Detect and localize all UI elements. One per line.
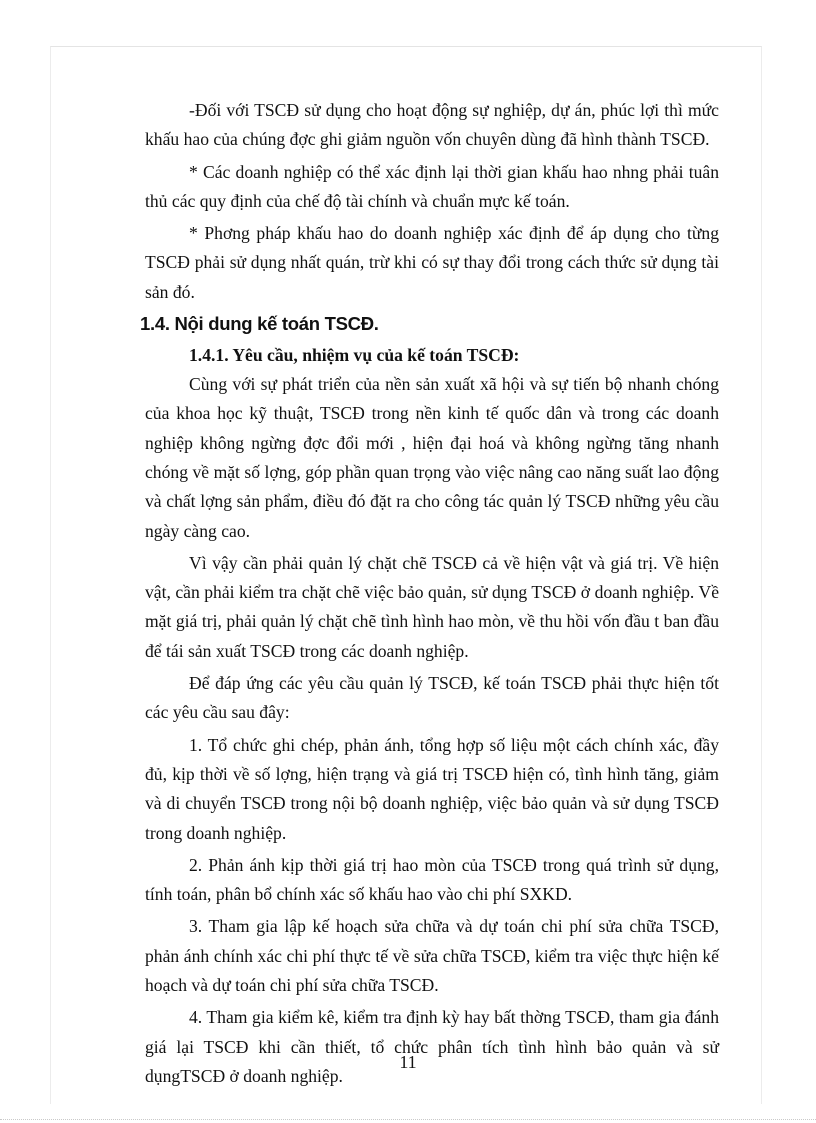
list-item: 1. Tổ chức ghi chép, phản ánh, tổng hợp số liệu một cách chính xác, đầy đủ, kịp thời về số lợng, hiện trạng và giá trị TSCĐ hiện có, tình hình tăng, giảm và di chuyển TSCĐ trong nội bộ doanh nghiệp, việc bảo quản và sử dụng TSCĐ trong doanh nghiệp. bbox=[145, 734, 719, 843]
section-heading: 1.4. Nội dung kế toán TSCĐ. bbox=[140, 313, 379, 335]
page-bottom-divider bbox=[0, 1119, 816, 1120]
page-number: 11 bbox=[399, 1052, 417, 1072]
intro-paragraph: * Phơng pháp khấu hao do doanh nghiệp xác định để áp dụng cho từng TSCĐ phải sử dụng nhất quán, trừ khi có sự thay đổi trong cách thức sử dụng tài sản đó. bbox=[145, 223, 719, 302]
list-item: 3. Tham gia lập kế hoạch sửa chữa và dự toán chi phí sửa chữa TSCĐ, phản ánh chính xác chi phí thực tế về sửa chữa TSCĐ, kiểm tra việc thực hiện kế hoạch và dự toán chi phí sửa chữa TSCĐ. bbox=[145, 916, 719, 996]
subsection-heading: 1.4.1. Yêu cầu, nhiệm vụ của kế toán TSCĐ: bbox=[189, 345, 520, 366]
body-paragraph: Vì vậy cần phải quản lý chặt chẽ TSCĐ cả về hiện vật và giá trị. Về hiện vật, cần phải kiểm tra chặt chẽ việc bảo quản, sử dụng TSCĐ ở doanh nghiệp. Về mặt giá trị, phải quản lý chặt chẽ tình hình hao mòn, về thu hồi vốn đầu t ban đầu để tái sản xuất TSCĐ trong các doanh nghiệp. bbox=[145, 552, 719, 661]
list-item: 4. Tham gia kiểm kê, kiểm tra định kỳ hay bất thờng TSCĐ, tham gia đánh giá lại TSCĐ khi cần thiết, tổ chức phân tích tình hình bảo quản và sử dụngTSCĐ ở doanh nghiệp. bbox=[145, 1007, 719, 1086]
intro-paragraph: * Các doanh nghiệp có thể xác định lại thời gian khấu hao nhng phải tuân thủ các quy định của chế độ tài chính và chuẩn mực kế toán. bbox=[145, 161, 719, 211]
intro-paragraph: -Đối với TSCĐ sử dụng cho hoạt động sự nghiệp, dự án, phúc lợi thì mức khấu hao của chúng đợc ghi giảm nguồn vốn chuyên dùng đã hình thành TSCĐ. bbox=[145, 100, 719, 150]
body-paragraph: Để đáp ứng các yêu cầu quản lý TSCĐ, kế toán TSCĐ phải thực hiện tốt các yêu cầu sau đây: bbox=[145, 673, 719, 723]
list-item: 2. Phản ánh kịp thời giá trị hao mòn của TSCĐ trong quá trình sử dụng, tính toán, phân bổ chính xác số khấu hao vào chi phí SXKD. bbox=[145, 854, 719, 905]
body-paragraph: Cùng với sự phát triển của nền sản xuất xã hội và sự tiến bộ nhanh chóng của khoa học kỹ thuật, TSCĐ trong nền kinh tế quốc dân và trong các doanh nghiệp không ngừng đợc đổi mới , hiện đại hoá và không ngừng tăng nhanh chóng về mặt số lợng, góp phần quan trọng vào việc nâng cao năng suất lao động và chất lợng sản phẩm, điều đó đặt ra cho công tác quản lý TSCĐ những yêu cầu ngày càng cao. bbox=[145, 374, 719, 541]
document-body bbox=[140, 96, 719, 1094]
